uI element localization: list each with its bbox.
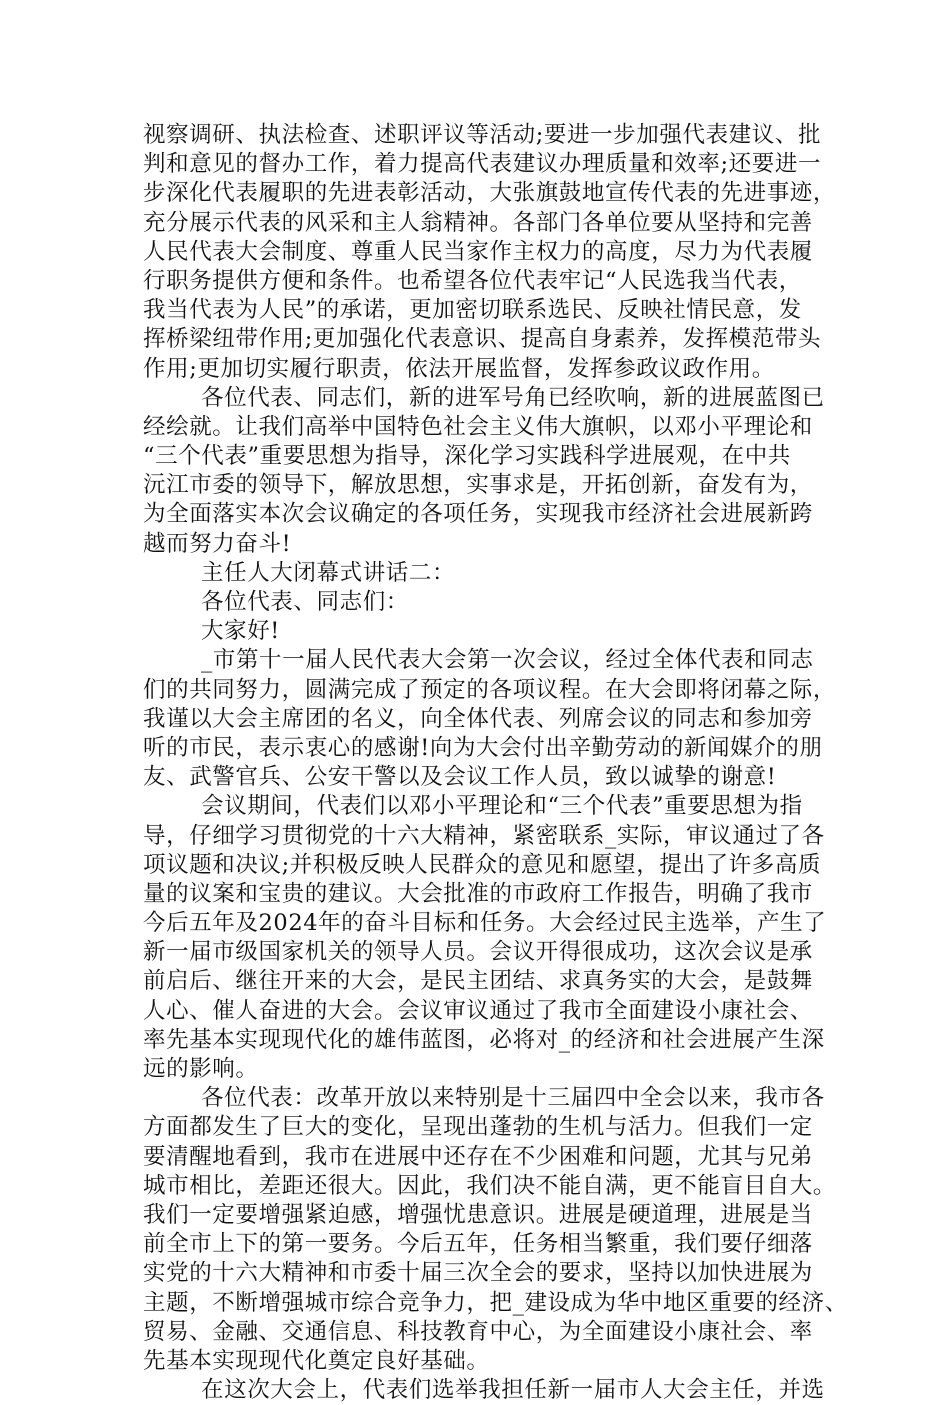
text-line: 经绘就。让我们高举中国特色社会主义伟大旗帜，以邓小平理论和 bbox=[143, 413, 813, 440]
text-line: 各位代表、同志们： bbox=[201, 589, 409, 615]
text-line: 导，仔细学习贯彻党的十六大精神，紧密联系_实际，审议通过了各 bbox=[143, 822, 825, 849]
text-line: 方面都发生了巨大的变化，呈现出蓬勃的生机与活力。但我们一定 bbox=[143, 1114, 813, 1141]
text-line: 大家好! bbox=[201, 618, 280, 645]
text-line: 项议题和决议;并积极反映人民群众的意见和愿望，提出了许多高质 bbox=[143, 851, 822, 878]
text-line: 主题，不断增强城市综合竞争力，把_建设成为华中地区重要的经济、 bbox=[143, 1289, 848, 1316]
text-line: 判和意见的督办工作，着力提高代表建议办理质量和效率;还要进一 bbox=[143, 151, 822, 178]
document-body-text bbox=[143, 121, 848, 1405]
text-line: 作用;更加切实履行职责，依法开展监督，发挥参政议政作用。 bbox=[143, 355, 775, 382]
text-line: 率先基本实现现代化的雄伟蓝图，必将对_的经济和社会进展产生深 bbox=[143, 1026, 825, 1053]
text-line: 要清醒地看到，我市在进展中还存在不少困难和问题，尤其与兄弟 bbox=[143, 1143, 813, 1170]
text-line: 贸易、金融、交通信息、科技教育中心，为全面建设小康社会、率 bbox=[143, 1318, 813, 1345]
text-line: 我们一定要增强紧迫感，增强忧患意识。进展是硬道理，进展是当 bbox=[143, 1201, 813, 1228]
text-line: 远的影响。 bbox=[143, 1056, 259, 1082]
text-line: 充分展示代表的风采和主人翁精神。各部门各单位要从坚持和完善 bbox=[143, 209, 813, 236]
text-line: 实党的十六大精神和市委十届三次全会的要求，坚持以加快进展为 bbox=[143, 1260, 813, 1287]
text-line: 前启后、继往开来的大会，是民主团结、求真务实的大会，是鼓舞 bbox=[143, 968, 813, 995]
text-line: 我当代表为人民”的承诺，更加密切联系选民、反映社情民意，发 bbox=[143, 297, 802, 324]
text-line: 行职务提供方便和条件。也希望各位代表牢记“人民选我当代表， bbox=[143, 267, 802, 294]
text-line: 我谨以大会主席团的名义，向全体代表、列席会议的同志和参加旁 bbox=[143, 705, 813, 732]
text-line: 在这次大会上，代表们选举我担任新一届市人大会主任，并选 bbox=[201, 1377, 825, 1404]
text-line: 听的市民，表示衷心的感谢!向为大会付出辛勤劳动的新闻媒介的朋 bbox=[143, 734, 823, 761]
text-line: 人心、催人奋进的大会。会议审议通过了我市全面建设小康社会、 bbox=[143, 997, 813, 1024]
text-line: 人民代表大会制度、尊重人民当家作主权力的高度，尽力为代表履 bbox=[143, 238, 813, 265]
text-line: 挥桥梁纽带作用;更加强化代表意识、提高自身素养，发挥模范带头 bbox=[143, 326, 822, 353]
text-line: 步深化代表履职的先进表彰活动，大张旗鼓地宣传代表的先进事迹， bbox=[143, 180, 837, 207]
text-line: 前全市上下的第一要务。今后五年，任务相当繁重，我们要仔细落 bbox=[143, 1231, 813, 1258]
text-line: 各位代表、同志们，新的进军号角已经吹响，新的进展蓝图已 bbox=[201, 384, 825, 411]
text-line: 今后五年及2024年的奋斗目标和任务。大会经过民主选举，产生了 bbox=[143, 910, 827, 937]
text-line: 城市相比，差距还很大。因此，我们决不能自满，更不能盲目自大。 bbox=[143, 1172, 837, 1199]
text-line: _市第十一届人民代表大会第一次会议，经过全体代表和同志 bbox=[201, 647, 814, 674]
text-line: 视察调研、执法检查、述职评议等活动;要进一步加强代表建议、批 bbox=[143, 122, 822, 148]
text-line: 量的议案和宝贵的建议。大会批准的市政府工作报告，明确了我市 bbox=[143, 880, 813, 907]
text-line: 们的共同努力，圆满完成了预定的各项议程。在大会即将闭幕之际， bbox=[143, 676, 837, 703]
text-line: 各位代表：改革开放以来特别是十三届四中全会以来，我市各 bbox=[201, 1085, 825, 1112]
text-line: “三个代表”重要思想为指导，深化学习实践科学进展观，在中共 bbox=[143, 443, 791, 470]
text-line: 友、武警官兵、公安干警以及会议工作人员，致以诚挚的谢意! bbox=[143, 764, 777, 791]
text-line: 为全面落实本次会议确定的各项任务，实现我市经济社会进展新跨 bbox=[143, 501, 813, 528]
text-line: 主任人大闭幕式讲话二： bbox=[201, 559, 456, 586]
text-line: 沅江市委的领导下，解放思想，实事求是，开拓创新，奋发有为， bbox=[143, 472, 813, 499]
text-line: 先基本实现现代化奠定良好基础。 bbox=[143, 1347, 490, 1374]
text-line: 越而努力奋斗! bbox=[143, 530, 292, 557]
text-line: 会议期间，代表们以邓小平理论和“三个代表”重要思想为指 bbox=[201, 793, 803, 820]
text-line: 新一届市级国家机关的领导人员。会议开得很成功，这次会议是承 bbox=[143, 939, 813, 966]
